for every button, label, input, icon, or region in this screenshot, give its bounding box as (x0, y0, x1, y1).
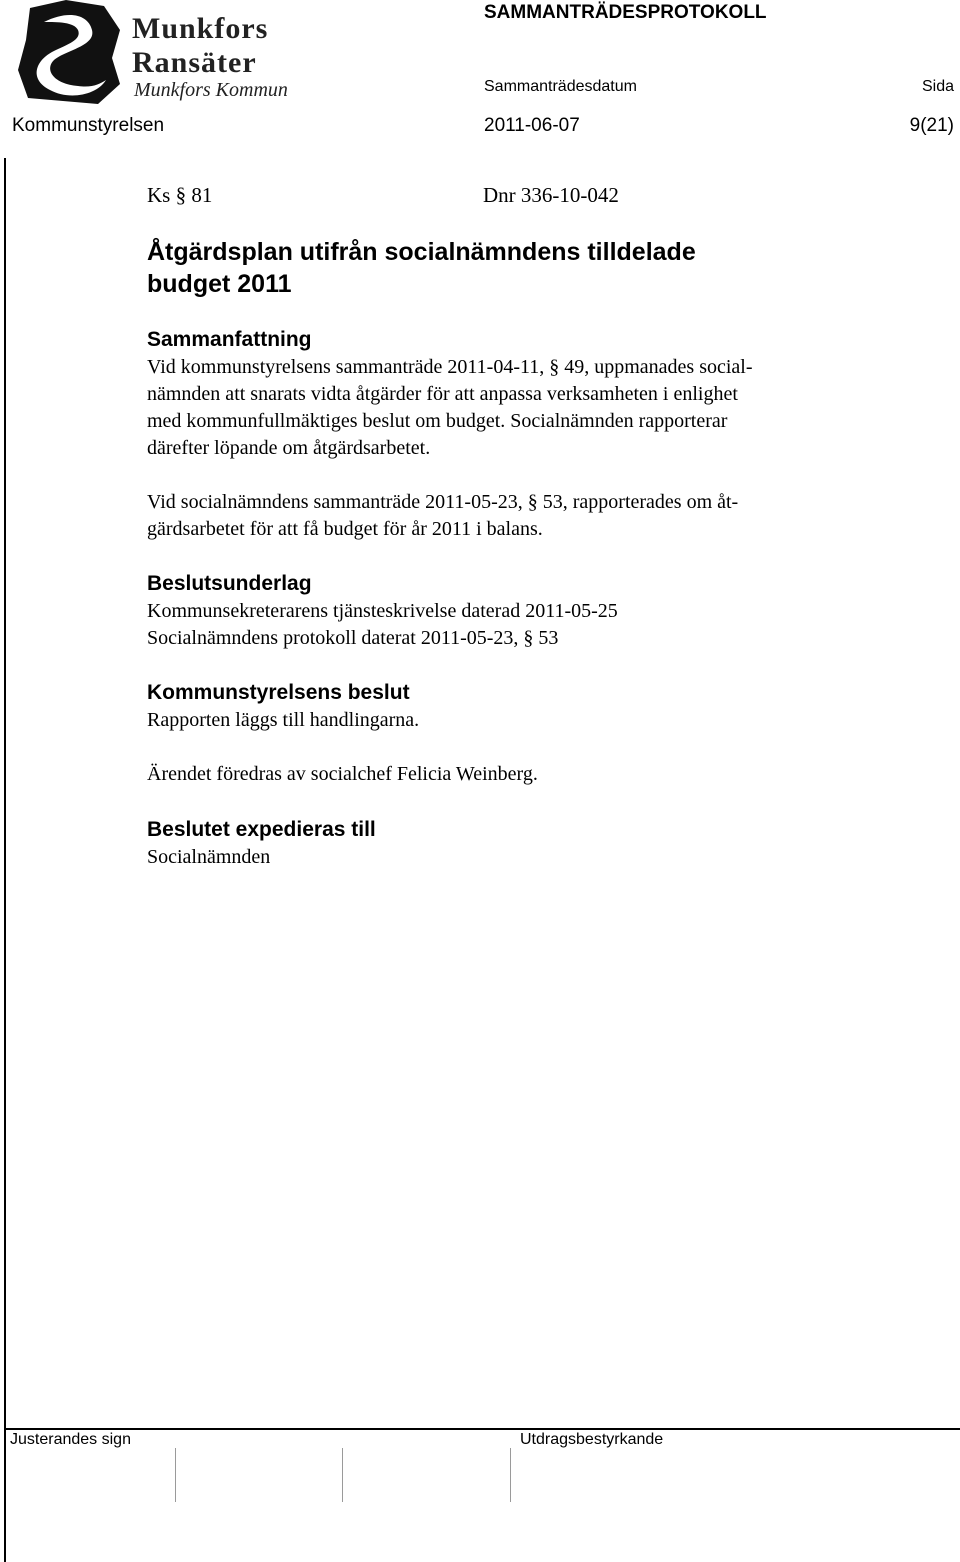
summary-paragraph (147, 354, 867, 462)
signature-label: Justerandes sign (10, 1431, 131, 1448)
title-line: budget 2011 (147, 270, 292, 298)
text-line: nämnden att snarats vidta åtgärder för att anpassa verksamheten i enlighet (147, 383, 738, 405)
section-beslut (147, 679, 867, 788)
document-type: SAMMANTRÄDESPROTOKOLL (484, 2, 767, 23)
text-line: Socialnämndens protokoll daterat 2011-05-23, § 53 (147, 627, 559, 649)
summary-paragraph-2 (147, 489, 867, 543)
text-line: Kommunsekreterarens tjänsteskrivelse daterad 2011-05-25 (147, 600, 618, 622)
section-heading: Kommunstyrelsens beslut (147, 681, 410, 704)
section-sammanfattning (147, 326, 867, 543)
ks-paragraph-number: Ks § 81 (147, 183, 213, 207)
certification-label: Utdragsbestyrkande (520, 1431, 664, 1448)
signature-box-divider (342, 1448, 343, 1502)
page-label: Sida (921, 78, 954, 95)
page-number: 9(21) (909, 115, 954, 136)
signature-box-divider (510, 1448, 511, 1502)
svg-text:Ransäter: Ransäter (132, 46, 257, 79)
meeting-date-label: Sammanträdesdatum (484, 78, 637, 95)
section-heading: Beslutsunderlag (147, 572, 312, 595)
basis-list (147, 598, 867, 652)
case-number: Dnr 336-10-042 (483, 183, 619, 207)
section-heading: Beslutet expedieras till (147, 818, 376, 841)
logo-emblem-icon (8, 0, 298, 108)
presenter-text: Ärendet föredras av socialchef Felicia Weinberg. (147, 763, 538, 785)
text-line: Vid kommunstyrelsens sammanträde 2011-04-11, § 49, uppmanades social- (147, 356, 753, 378)
text-line: därefter löpande om åtgärdsarbetet. (147, 437, 431, 459)
board-name: Kommunstyrelsen (12, 115, 165, 136)
text-line: gärdsarbetet för att få budget för år 2011 i balans. (147, 518, 543, 540)
municipality-logo (8, 0, 298, 108)
footer-divider (4, 1428, 960, 1430)
svg-text:Munkfors Kommun: Munkfors Kommun (134, 79, 288, 101)
section-heading: Sammanfattning (147, 328, 312, 351)
text-line: med kommunfullmäktiges beslut om budget. Socialnämnden rapporterar (147, 410, 728, 432)
svg-text:Munkfors: Munkfors (132, 12, 269, 45)
title-line: Åtgärdsplan utifrån socialnämndens tilldelade (147, 238, 696, 266)
signature-box-divider (175, 1448, 176, 1502)
recipient-text: Socialnämnden (147, 846, 271, 868)
left-margin-line (4, 158, 6, 1562)
decision-text: Rapporten läggs till handlingarna. (147, 709, 420, 731)
text-line: Vid socialnämndens sammanträde 2011-05-23, § 53, rapporterades om åt- (147, 491, 739, 513)
meeting-date: 2011-06-07 (484, 115, 580, 136)
section-expedieras (147, 816, 867, 871)
section-beslutsunderlag (147, 570, 867, 652)
item-title (147, 236, 867, 300)
